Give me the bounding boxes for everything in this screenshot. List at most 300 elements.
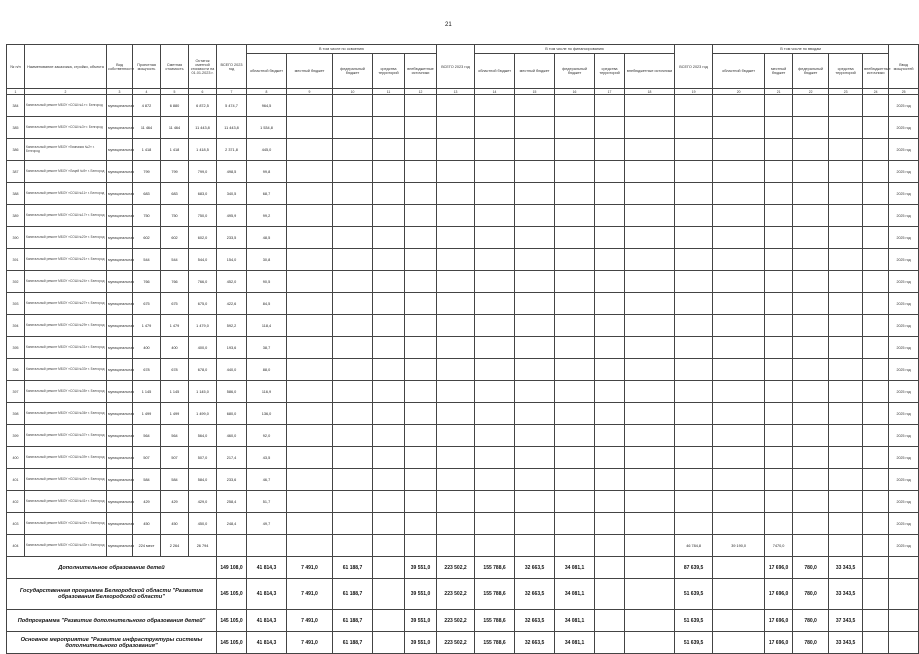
row-number: 390 xyxy=(7,227,25,249)
empty-cell xyxy=(595,183,625,205)
empty-cell xyxy=(829,227,863,249)
commission-year: 2025 год xyxy=(889,227,919,249)
empty-cell xyxy=(437,271,475,293)
empty-cell xyxy=(373,403,405,425)
empty-cell xyxy=(863,632,889,654)
empty-cell xyxy=(863,205,889,227)
ownership-type: муниципальная xyxy=(107,205,133,227)
remaining-cost: 564,0 xyxy=(189,425,217,447)
empty-cell xyxy=(863,315,889,337)
empty-cell xyxy=(765,315,793,337)
empty-cell xyxy=(793,183,829,205)
row-number: 402 xyxy=(7,491,25,513)
empty-cell xyxy=(373,315,405,337)
column-number: 10 xyxy=(333,89,373,95)
summary-vvod-total: 87 639,5 xyxy=(675,557,713,579)
row-number: 401 xyxy=(7,469,25,491)
empty-cell xyxy=(595,95,625,117)
summary-mest: 7 491,0 xyxy=(287,632,333,654)
regional-budget: 92,0 xyxy=(247,425,287,447)
empty-cell xyxy=(555,535,595,557)
total-2023: 11 443,8 xyxy=(217,117,247,139)
summary-fin-obl: 155 788,6 xyxy=(475,610,515,632)
empty-cell xyxy=(713,632,765,654)
empty-cell xyxy=(713,381,765,403)
vvod-mest: 39 190,0 xyxy=(713,535,765,557)
empty-cell xyxy=(713,579,765,610)
table-row xyxy=(7,183,919,205)
regional-budget: 30,8 xyxy=(247,249,287,271)
empty-cell xyxy=(713,557,765,579)
empty-cell xyxy=(555,513,595,535)
empty-cell xyxy=(829,469,863,491)
summary-total: 145 105,0 xyxy=(217,610,247,632)
empty-cell xyxy=(515,513,555,535)
header-ter2: средства территорий xyxy=(595,54,625,89)
empty-cell xyxy=(515,227,555,249)
remaining-cost: 678,0 xyxy=(189,359,217,381)
empty-cell xyxy=(555,161,595,183)
empty-cell xyxy=(437,337,475,359)
commission-year: 2025 год xyxy=(889,535,919,557)
summary-row xyxy=(7,610,919,632)
empty-cell xyxy=(863,491,889,513)
header-fed3: федеральный бюджет xyxy=(793,54,829,89)
summary-fin-fed: 34 081,1 xyxy=(555,632,595,654)
object-name: Капитальный ремонт МБОУ «СОШ №27» г. Белгород xyxy=(25,293,107,315)
capacity-value: 766 xyxy=(133,271,161,293)
empty-cell xyxy=(333,513,373,535)
empty-cell xyxy=(373,535,405,557)
empty-cell xyxy=(475,315,515,337)
regional-budget: 99,2 xyxy=(247,205,287,227)
empty-cell xyxy=(373,381,405,403)
empty-cell xyxy=(333,161,373,183)
empty-cell xyxy=(595,227,625,249)
empty-cell xyxy=(555,293,595,315)
total-2023: 592,2 xyxy=(217,315,247,337)
empty-cell xyxy=(287,381,333,403)
header-group-vvod: В том числе по вводам xyxy=(713,45,889,54)
empty-cell xyxy=(863,610,889,632)
empty-cell xyxy=(793,469,829,491)
estimate-cost: 450 xyxy=(161,513,189,535)
empty-cell xyxy=(595,381,625,403)
summary-mest: 7 491,0 xyxy=(287,557,333,579)
object-name: Капитальный ремонт МБОУ «СОШ №24» г. Белгород xyxy=(25,271,107,293)
column-number: 4 xyxy=(133,89,161,95)
total-2023: 498,5 xyxy=(217,161,247,183)
empty-cell xyxy=(765,447,793,469)
column-number: 9 xyxy=(287,89,333,95)
empty-cell xyxy=(625,227,675,249)
empty-cell xyxy=(829,315,863,337)
empty-cell xyxy=(829,271,863,293)
column-number: 18 xyxy=(625,89,675,95)
empty-cell xyxy=(437,425,475,447)
capacity-value: 11 464 xyxy=(133,117,161,139)
column-number: 21 xyxy=(765,89,793,95)
estimate-cost: 544 xyxy=(161,249,189,271)
object-name: Капитальный ремонт МБОУ «СОШ №3» г. Белгород xyxy=(25,117,107,139)
empty-cell xyxy=(287,315,333,337)
empty-cell xyxy=(793,117,829,139)
empty-cell xyxy=(287,271,333,293)
empty-cell xyxy=(475,95,515,117)
empty-cell xyxy=(437,381,475,403)
empty-cell xyxy=(675,315,713,337)
empty-cell xyxy=(287,469,333,491)
empty-cell xyxy=(475,161,515,183)
empty-cell xyxy=(793,381,829,403)
empty-cell xyxy=(713,293,765,315)
row-number: 397 xyxy=(7,381,25,403)
empty-cell xyxy=(333,337,373,359)
empty-cell xyxy=(675,293,713,315)
empty-cell xyxy=(625,293,675,315)
total-2023: 2 371,8 xyxy=(217,139,247,161)
empty-cell xyxy=(793,139,829,161)
empty-cell xyxy=(333,447,373,469)
vvod-total: 46 784,8 xyxy=(675,535,713,557)
object-name: Капитальный ремонт МБОУ «Гимназия №2» г. Белгород xyxy=(25,139,107,161)
row-number: 386 xyxy=(7,139,25,161)
empty-cell xyxy=(515,183,555,205)
row-number: 398 xyxy=(7,403,25,425)
empty-cell xyxy=(595,491,625,513)
commission-year: 2025 год xyxy=(889,513,919,535)
summary-name: Дополнительное образование детей xyxy=(7,557,217,579)
empty-cell xyxy=(829,535,863,557)
empty-cell xyxy=(405,249,437,271)
header-group-fin: В том числе по финансированию xyxy=(475,45,675,54)
header-type: Вид собственности xyxy=(107,45,133,89)
summary-vneb: 39 551,0 xyxy=(405,579,437,610)
total-2023: 258,4 xyxy=(217,491,247,513)
table-row xyxy=(7,337,919,359)
regional-budget: 964,5 xyxy=(247,95,287,117)
capacity-value: 400 xyxy=(133,337,161,359)
header-ter: средства территорий xyxy=(373,54,405,89)
empty-cell xyxy=(287,359,333,381)
empty-cell xyxy=(889,579,919,610)
empty-cell xyxy=(475,249,515,271)
capacity-value: 564 xyxy=(133,425,161,447)
empty-cell xyxy=(595,359,625,381)
empty-cell xyxy=(625,469,675,491)
header-total-eng: ВСЕГО 2023 год xyxy=(217,45,247,89)
row-number: 395 xyxy=(7,337,25,359)
header-ter3: средства территорий xyxy=(829,54,863,89)
empty-cell xyxy=(793,315,829,337)
remaining-cost: 750,0 xyxy=(189,205,217,227)
column-number: 22 xyxy=(793,89,829,95)
empty-cell xyxy=(333,535,373,557)
capacity-value: 507 xyxy=(133,447,161,469)
row-number: 394 xyxy=(7,315,25,337)
empty-cell xyxy=(515,249,555,271)
empty-cell xyxy=(793,205,829,227)
header-obl2: областной бюджет xyxy=(475,54,515,89)
empty-cell xyxy=(595,205,625,227)
empty-cell xyxy=(287,227,333,249)
commission-year: 2025 год xyxy=(889,469,919,491)
summary-vvod-total: 51 639,5 xyxy=(675,610,713,632)
regional-budget: 38,7 xyxy=(247,337,287,359)
empty-cell xyxy=(287,139,333,161)
estimate-cost: 799 xyxy=(161,161,189,183)
summary-fin-fed: 34 081,1 xyxy=(555,610,595,632)
estimate-cost: 11 464 xyxy=(161,117,189,139)
summary-total: 145 105,0 xyxy=(217,579,247,610)
remaining-cost: 11 443,8 xyxy=(189,117,217,139)
empty-cell xyxy=(829,381,863,403)
column-number: 7 xyxy=(217,89,247,95)
empty-cell xyxy=(765,95,793,117)
commission-year: 2025 год xyxy=(889,139,919,161)
object-name: Капитальный ремонт МБОУ «СОШ №21» г. Белгород xyxy=(25,249,107,271)
remaining-cost: 766,0 xyxy=(189,271,217,293)
empty-cell xyxy=(287,183,333,205)
empty-cell xyxy=(475,227,515,249)
empty-cell xyxy=(765,183,793,205)
empty-cell xyxy=(713,271,765,293)
empty-cell xyxy=(863,535,889,557)
empty-cell xyxy=(829,183,863,205)
empty-cell xyxy=(287,205,333,227)
object-name: Капитальный ремонт МБОУ «СОШ №17» г. Белгород xyxy=(25,205,107,227)
empty-cell xyxy=(675,447,713,469)
empty-cell xyxy=(793,337,829,359)
empty-cell xyxy=(625,183,675,205)
empty-cell xyxy=(765,425,793,447)
empty-cell xyxy=(405,183,437,205)
empty-cell xyxy=(475,491,515,513)
empty-cell xyxy=(555,271,595,293)
estimate-cost: 429 xyxy=(161,491,189,513)
empty-cell xyxy=(713,161,765,183)
summary-name: Подпрограмма "Развитие дополнительного образования детей" xyxy=(7,610,217,632)
empty-cell xyxy=(333,249,373,271)
commission-year: 2025 год xyxy=(889,403,919,425)
ownership-type: муниципальная xyxy=(107,271,133,293)
vvod-fed: 7470,0 xyxy=(765,535,793,557)
empty-cell xyxy=(475,425,515,447)
row-number: 391 xyxy=(7,249,25,271)
empty-cell xyxy=(555,139,595,161)
empty-cell xyxy=(793,535,829,557)
empty-cell xyxy=(333,95,373,117)
capacity-value: 675 xyxy=(133,293,161,315)
empty-cell xyxy=(765,381,793,403)
empty-cell xyxy=(373,337,405,359)
empty-cell xyxy=(765,293,793,315)
summary-obl: 41 814,3 xyxy=(247,579,287,610)
remaining-cost: 683,0 xyxy=(189,183,217,205)
empty-cell xyxy=(625,205,675,227)
table-row xyxy=(7,227,919,249)
capacity-value: 224 мест xyxy=(133,535,161,557)
empty-cell xyxy=(765,249,793,271)
summary-fin-mest: 32 663,5 xyxy=(515,632,555,654)
empty-cell xyxy=(765,513,793,535)
empty-cell xyxy=(765,161,793,183)
empty-cell xyxy=(333,293,373,315)
empty-cell xyxy=(713,249,765,271)
row-number: 387 xyxy=(7,161,25,183)
empty-cell xyxy=(333,403,373,425)
summary-vvod-fed: 780,0 xyxy=(793,610,829,632)
commission-year: 2025 год xyxy=(889,271,919,293)
empty-cell xyxy=(595,469,625,491)
capacity-value: 429 xyxy=(133,491,161,513)
commission-year: 2025 год xyxy=(889,315,919,337)
ownership-type: муниципальная xyxy=(107,513,133,535)
empty-cell xyxy=(287,425,333,447)
commission-year: 2025 год xyxy=(889,95,919,117)
regional-budget: 43,5 xyxy=(247,447,287,469)
header-obl3: областной бюджет xyxy=(713,54,765,89)
header-mest2: местный бюджет xyxy=(515,54,555,89)
empty-cell xyxy=(675,381,713,403)
empty-cell xyxy=(437,183,475,205)
empty-cell xyxy=(765,469,793,491)
regional-budget: 84,5 xyxy=(247,293,287,315)
ownership-type: муниципальная xyxy=(107,469,133,491)
regional-budget: 49,7 xyxy=(247,513,287,535)
empty-cell xyxy=(863,183,889,205)
ownership-type: муниципальная xyxy=(107,183,133,205)
column-number: 11 xyxy=(373,89,405,95)
remaining-cost: 1 479,0 xyxy=(189,315,217,337)
summary-mest: 7 491,0 xyxy=(287,579,333,610)
empty-cell xyxy=(405,227,437,249)
estimate-cost: 1 499 xyxy=(161,403,189,425)
column-number: 8 xyxy=(247,89,287,95)
column-number: 13 xyxy=(437,89,475,95)
regional-budget: 48,5 xyxy=(247,227,287,249)
empty-cell xyxy=(765,359,793,381)
empty-cell xyxy=(373,227,405,249)
summary-row xyxy=(7,579,919,610)
empty-cell xyxy=(405,161,437,183)
empty-cell xyxy=(555,117,595,139)
object-name: Капитальный ремонт МБОУ «СОШ №41» г. Белгород xyxy=(25,491,107,513)
empty-cell xyxy=(373,557,405,579)
summary-fin-total: 223 502,2 xyxy=(437,579,475,610)
commission-year: 2025 год xyxy=(889,249,919,271)
object-name: Капитальный ремонт МБОУ «СОШ №33» г. Белгород xyxy=(25,359,107,381)
row-number: 392 xyxy=(7,271,25,293)
empty-cell xyxy=(333,227,373,249)
empty-cell xyxy=(437,205,475,227)
empty-cell xyxy=(713,117,765,139)
empty-cell xyxy=(675,359,713,381)
column-number: 5 xyxy=(161,89,189,95)
empty-cell xyxy=(373,117,405,139)
ownership-type: муниципальная xyxy=(107,161,133,183)
empty-cell xyxy=(373,359,405,381)
empty-cell xyxy=(373,249,405,271)
empty-cell xyxy=(287,491,333,513)
empty-cell xyxy=(595,315,625,337)
commission-year: 2025 год xyxy=(889,381,919,403)
summary-vvod-mest: 17 696,0 xyxy=(765,632,793,654)
capacity-value: 799 xyxy=(133,161,161,183)
ownership-type: муниципальная xyxy=(107,95,133,117)
table-row xyxy=(7,513,919,535)
empty-cell xyxy=(373,632,405,654)
summary-fin-total: 223 502,2 xyxy=(437,610,475,632)
empty-cell xyxy=(437,447,475,469)
empty-cell xyxy=(625,359,675,381)
empty-cell xyxy=(437,513,475,535)
row-number: 399 xyxy=(7,425,25,447)
empty-cell xyxy=(333,271,373,293)
empty-cell xyxy=(373,95,405,117)
empty-cell xyxy=(829,293,863,315)
empty-cell xyxy=(863,447,889,469)
empty-cell xyxy=(515,337,555,359)
summary-vvod-mest: 17 696,0 xyxy=(765,610,793,632)
object-name: Капитальный ремонт МБОУ «СОШ №36» г. Белгород xyxy=(25,403,107,425)
empty-cell xyxy=(863,359,889,381)
row-number: 384 xyxy=(7,95,25,117)
empty-cell xyxy=(475,381,515,403)
empty-cell xyxy=(793,513,829,535)
empty-cell xyxy=(625,381,675,403)
empty-cell xyxy=(793,271,829,293)
column-number: 19 xyxy=(675,89,713,95)
total-2023: 217,4 xyxy=(217,447,247,469)
investment-table xyxy=(6,44,919,654)
table-row xyxy=(7,293,919,315)
estimate-cost: 1 418 xyxy=(161,139,189,161)
empty-cell xyxy=(405,425,437,447)
header-cost: Сметная стоимость xyxy=(161,45,189,89)
estimate-cost: 507 xyxy=(161,447,189,469)
ownership-type: муниципальная xyxy=(107,403,133,425)
empty-cell xyxy=(595,447,625,469)
empty-cell xyxy=(555,95,595,117)
empty-cell xyxy=(405,315,437,337)
ownership-type: муниципальная xyxy=(107,359,133,381)
estimate-cost: 678 xyxy=(161,359,189,381)
capacity-value: 1 418 xyxy=(133,139,161,161)
empty-cell xyxy=(595,337,625,359)
summary-fin-mest: 32 663,5 xyxy=(515,610,555,632)
table-row xyxy=(7,381,919,403)
capacity-value: 1 145 xyxy=(133,381,161,403)
empty-cell xyxy=(555,425,595,447)
total-2023: 340,5 xyxy=(217,183,247,205)
ownership-type: муниципальная xyxy=(107,293,133,315)
commission-year: 2025 год xyxy=(889,425,919,447)
empty-cell xyxy=(793,425,829,447)
summary-fin-obl: 155 788,6 xyxy=(475,632,515,654)
header-group-eng: В том числе по освоению xyxy=(247,45,437,54)
summary-fed: 61 188,7 xyxy=(333,632,373,654)
ownership-type: муниципальная xyxy=(107,337,133,359)
empty-cell xyxy=(625,632,675,654)
header-ost: Остаток сметной стоимости на 01.01.2023 г. xyxy=(189,45,217,89)
table-row xyxy=(7,425,919,447)
summary-fin-mest: 32 663,5 xyxy=(515,557,555,579)
row-number: 388 xyxy=(7,183,25,205)
regional-budget: 88,0 xyxy=(247,359,287,381)
empty-cell xyxy=(625,315,675,337)
empty-cell xyxy=(555,337,595,359)
